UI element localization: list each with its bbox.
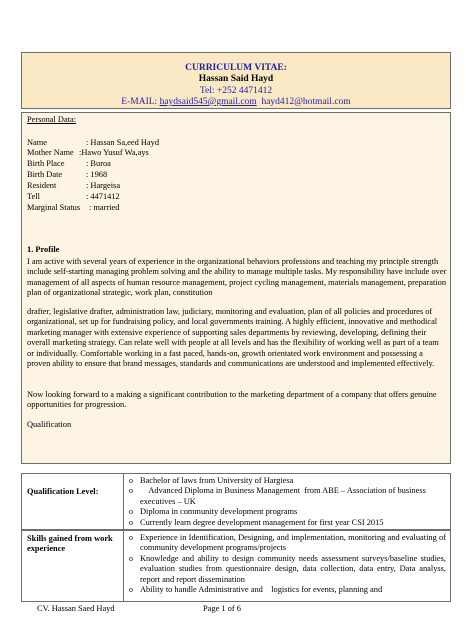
qualification-row bbox=[21, 473, 451, 530]
bullet-icon: o bbox=[129, 585, 133, 595]
personal-value: :Hawo Yusuf Wa,ays bbox=[79, 148, 149, 157]
list-item-text: Experience in Identification, Designing, and implementation, monitoring and evaluating of community development programs/projects bbox=[140, 533, 446, 553]
bullet-icon: o bbox=[129, 486, 133, 496]
list-item-text: Knowledge and ability to design community needs assessment surveys/baseline studies, evaluation studies from questionnaire design, data collection, data entry, Data analyss, report and report dissemination bbox=[140, 553, 446, 584]
cv-name: Hassan Said Hayd bbox=[198, 74, 274, 84]
profile-text: I am active with several years of experience in the organizational behaviors professions and teaching my principle strength include self-starting managing problem solving and the ability to manage multiple tasks. My responsibility have include over management of all aspects of human resource management, project cycling management, materials management, preparation plan of organizational strategic, work plan, constitution bbox=[27, 257, 447, 298]
profile-text: drafter, legislative drafter, administration law, judiciary, monitoring and evaluation, plan of all policies and procedures of organizational, set up for fundraising policy, and local governments training. A highly efficient, innovative and methodical marketing manager with extensive experience of supporting sales departments by reviewing, developing, defining their overall marketing strategy. Can relate well with people at all levels and has the flexibility of working well as part of a team or individually. Comfortable working in a fast paced, hands-on, growth orientated work environment and possessing a proven ability to ensure that brand messages, standards and communications are understood and implemented effectively. bbox=[27, 307, 439, 369]
profile-paragraph bbox=[27, 307, 447, 369]
footer-page-number: Page 1 of 6 bbox=[203, 604, 241, 613]
personal-key: Name bbox=[27, 138, 47, 147]
footer-divider bbox=[21, 601, 451, 602]
profile-heading: 1. Profile bbox=[27, 245, 60, 254]
bullet-icon: o bbox=[129, 533, 133, 542]
personal-key: Birth Date bbox=[27, 170, 63, 179]
skills-list bbox=[126, 533, 446, 595]
list-item bbox=[126, 507, 446, 517]
bullet-icon: o bbox=[129, 476, 133, 485]
profile-paragraph bbox=[27, 257, 447, 299]
personal-value: : Hassan Sa,eed Hayd bbox=[86, 138, 160, 147]
cv-telephone: Tel: +252 4471412 bbox=[199, 86, 273, 96]
cv-title: CURRICULUM VITAE: bbox=[185, 63, 287, 73]
qualification-label: Qualification Level: bbox=[27, 487, 99, 496]
list-item bbox=[126, 585, 446, 595]
personal-value: : 4471412 bbox=[86, 192, 120, 201]
personal-value: : married bbox=[89, 203, 120, 212]
personal-key: Tell bbox=[27, 192, 40, 201]
email-link-gmail[interactable]: haydsaid545@gmail.com bbox=[159, 97, 257, 107]
personal-value: : Hargeisa bbox=[86, 181, 121, 190]
bullet-icon: o bbox=[129, 517, 133, 527]
bullet-icon: o bbox=[129, 507, 133, 517]
skills-label: Skills gained from work experience bbox=[27, 534, 113, 554]
personal-value: : 1968 bbox=[86, 170, 108, 179]
personal-key: Birth Place bbox=[27, 159, 65, 168]
list-item-text: Bachelor of laws from University of Hargiesa bbox=[140, 476, 294, 485]
list-item bbox=[126, 533, 446, 554]
cv-email-line bbox=[22, 97, 450, 108]
footer-author: CV. Hassan Saed Hayd bbox=[37, 604, 115, 613]
personal-key: Marginal Status bbox=[27, 203, 81, 212]
personal-key: Resident bbox=[27, 181, 57, 190]
personal-data-heading: Personal Data: bbox=[27, 115, 77, 124]
qualification-list bbox=[126, 476, 446, 528]
qualification-label-cell bbox=[22, 474, 124, 529]
bullet-icon: o bbox=[129, 553, 133, 563]
list-item-text: Advanced Diploma in Business Management from ABE – Association of business executives – UK bbox=[140, 486, 428, 506]
personal-key: Mother Name bbox=[27, 148, 74, 157]
qualification-caption: Qualification bbox=[27, 420, 72, 429]
list-item bbox=[126, 486, 446, 507]
skills-row bbox=[21, 530, 451, 602]
list-item bbox=[126, 518, 446, 528]
profile-paragraph bbox=[27, 390, 447, 411]
personal-value: : Buroa bbox=[86, 159, 111, 168]
profile-text: Now looking forward to a making a significant contribution to the marketing department of a company that offers genuine opportunities for progression. bbox=[27, 390, 437, 410]
cv-header bbox=[21, 52, 451, 109]
list-item-text: Ability to handle Administrative and logistics for events, planning and bbox=[140, 585, 383, 595]
email-label: E-MAIL: bbox=[121, 97, 158, 107]
list-item-text: Diploma in community development programs bbox=[140, 507, 298, 517]
list-item bbox=[126, 476, 446, 486]
list-item bbox=[126, 554, 446, 585]
email-hotmail: hayd412@hotmail.com bbox=[261, 97, 351, 107]
list-item-text: Currently learn degree development management for first year CSI 2015 bbox=[140, 517, 384, 527]
